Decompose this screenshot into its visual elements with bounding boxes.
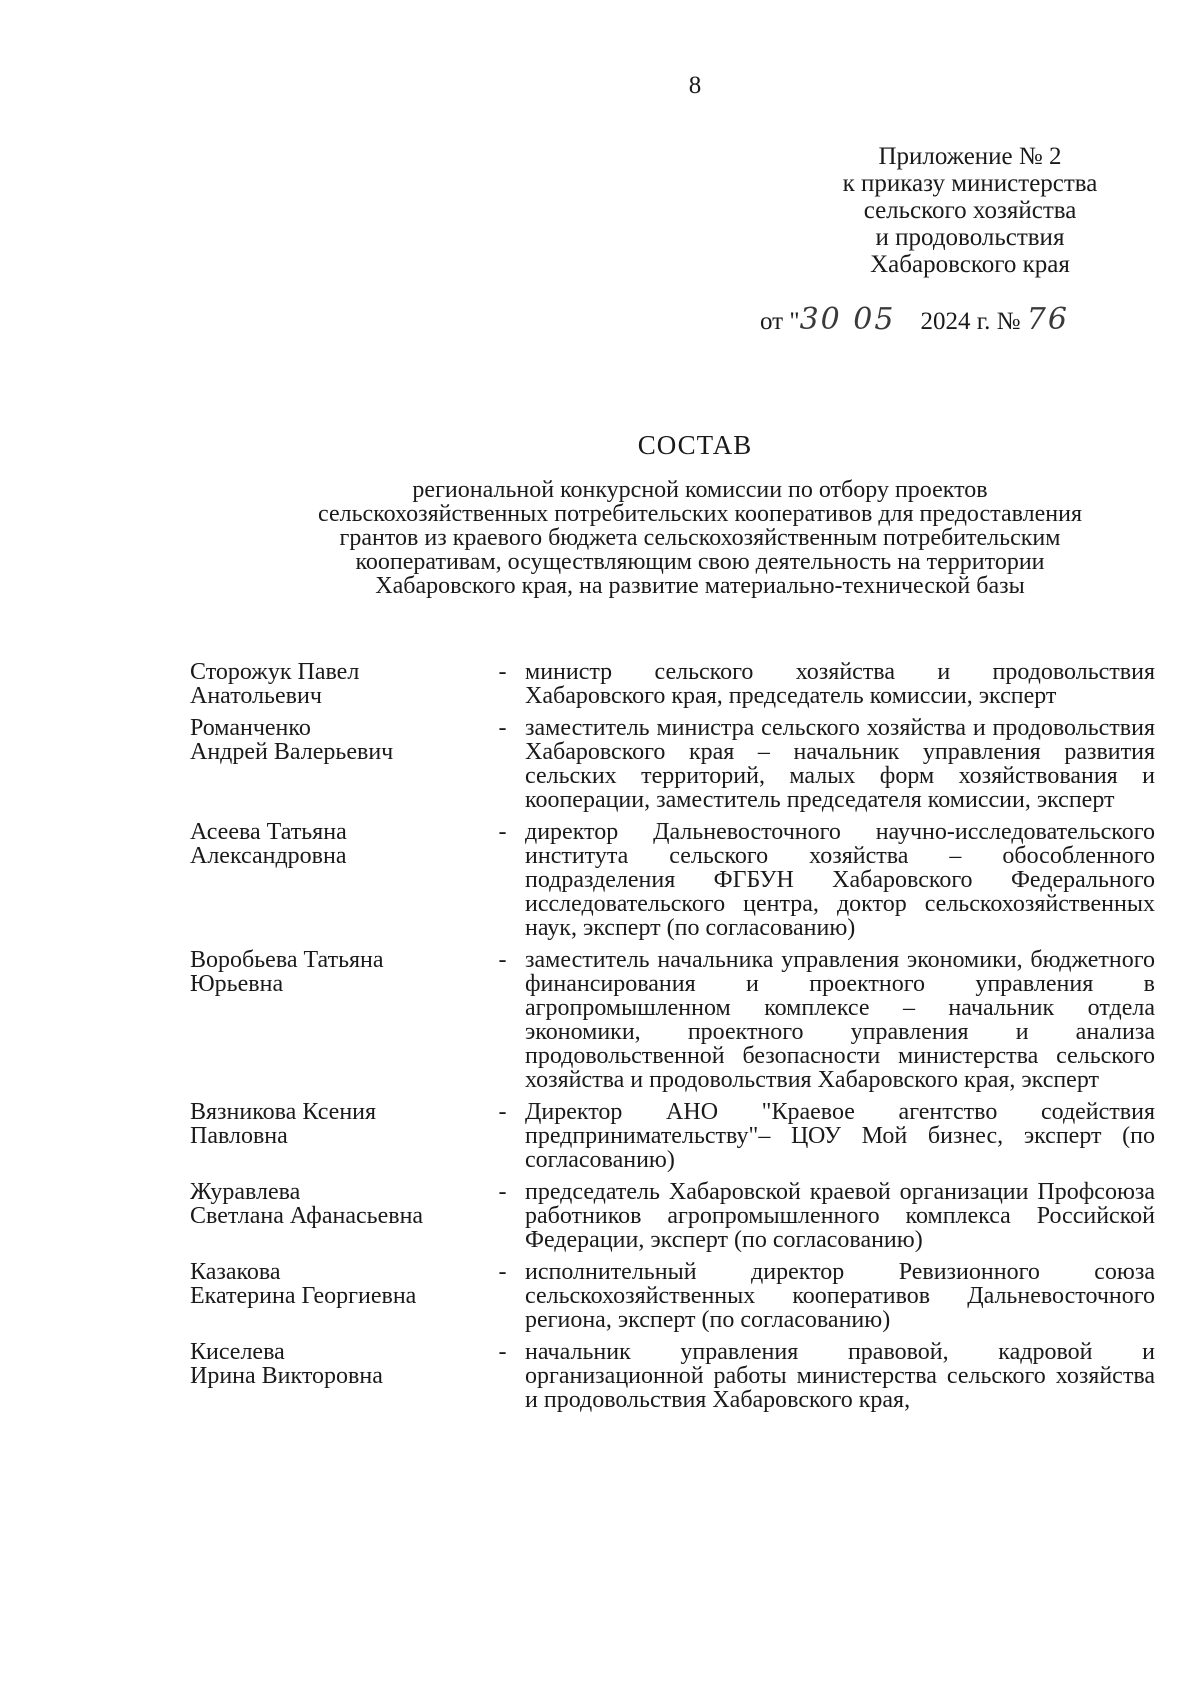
- member-role: начальник управления правовой, кадровой и организационной работы министерства сельского хозяйства и продовольствия Хабаровского края,: [525, 1339, 1155, 1413]
- appendix-line: Приложение № 2: [878, 143, 1062, 170]
- handwritten-date: 30 05: [799, 302, 896, 337]
- appendix-line: Хабаровского края: [870, 251, 1070, 278]
- order-year: 2024 г. №: [920, 308, 1021, 335]
- dash: -: [498, 1179, 507, 1205]
- member-role: заместитель министра сельского хозяйства и продовольствия Хабаровского края – начальник управления развития сельских территорий, малых форм хозяйствования и кооперации, заместитель председателя комиссии, эксперт: [525, 715, 1155, 813]
- dash: -: [498, 947, 507, 973]
- member-entry: [190, 1100, 1165, 1172]
- appendix-line: и продовольствия: [875, 224, 1065, 251]
- member-role: министр сельского хозяйства и продовольствия Хабаровского края, председатель комиссии, эксперт: [525, 659, 1155, 709]
- appendix-line: к приказу министерства: [842, 170, 1098, 197]
- handwritten-number: 76: [1026, 302, 1069, 337]
- dash: -: [498, 659, 507, 685]
- member-entry: [190, 820, 1165, 940]
- member-entry: [190, 1340, 1165, 1412]
- member-name: Вязникова Ксения Павловна: [190, 1099, 377, 1149]
- member-entry: [190, 948, 1165, 1092]
- page-number: 8: [688, 72, 702, 99]
- member-name: Сторожук Павел Анатольевич: [190, 659, 360, 709]
- member-role: директор Дальневосточного научно-исследовательского института сельского хозяйства – обособленного подразделения ФГБУН Хабаровского Федерального исследовательского центра, доктор сельскохозяйственных наук, эксперт (по согласованию): [525, 819, 1155, 941]
- member-name: Журавлева Светлана Афанасьевна: [190, 1179, 424, 1229]
- subtitle-line: сельскохозяйственных потребительских кооперативов для предоставления: [318, 501, 1082, 527]
- dash: -: [498, 1259, 507, 1285]
- member-entry: [190, 660, 1165, 708]
- document-title: СОСТАВ: [637, 430, 753, 460]
- member-role: Директор АНО "Краевое агентство содействия предпринимательству"– ЦОУ Мой бизнес, эксперт (по согласованию): [525, 1099, 1155, 1173]
- dash: -: [498, 1099, 507, 1125]
- member-entry: [190, 1180, 1165, 1252]
- member-role: председатель Хабаровской краевой организации Профсоюза работников агропромышленного комплекса Российской Федерации, эксперт (по согласованию): [525, 1179, 1155, 1253]
- member-name: Киселева Ирина Викторовна: [190, 1339, 383, 1389]
- dash: -: [498, 715, 507, 741]
- subtitle-line: грантов из краевого бюджета сельскохозяйственным потребительским: [339, 525, 1061, 551]
- member-name: Романченко Андрей Валерьевич: [190, 715, 394, 765]
- subtitle-line: региональной конкурсной комиссии по отбору проектов: [412, 477, 988, 503]
- member-role: заместитель начальника управления экономики, бюджетного финансирования и проектного управления в агропромышленном комплексе – начальник отдела экономики, проектного управления и анализа продовольственной безопасности министерства сельского хозяйства и продовольствия Хабаровского края, эксперт: [525, 947, 1155, 1093]
- member-role: исполнительный директор Ревизионного союза сельскохозяйственных кооперативов Дальневосточного региона, эксперт (по согласованию): [525, 1259, 1155, 1333]
- member-name: Казакова Екатерина Георгиевна: [190, 1259, 417, 1309]
- appendix-line: сельского хозяйства: [863, 197, 1077, 224]
- member-entry: [190, 1260, 1165, 1332]
- member-entry: [190, 716, 1165, 812]
- member-name: Воробьева Татьяна Юрьевна: [190, 947, 384, 997]
- subtitle-line: кооперативам, осуществляющим свою деятельность на территории: [355, 549, 1045, 575]
- subtitle-line: Хабаровского края, на развитие материально-технической базы: [375, 573, 1025, 599]
- order-prefix: от ": [760, 308, 800, 335]
- dash: -: [498, 819, 507, 845]
- dash: -: [498, 1339, 507, 1365]
- document-subtitle: [230, 478, 1170, 598]
- member-list: [190, 660, 1165, 1420]
- appendix-header: [800, 143, 1140, 278]
- member-name: Асеева Татьяна Александровна: [190, 819, 347, 869]
- order-date-line: [760, 302, 1069, 337]
